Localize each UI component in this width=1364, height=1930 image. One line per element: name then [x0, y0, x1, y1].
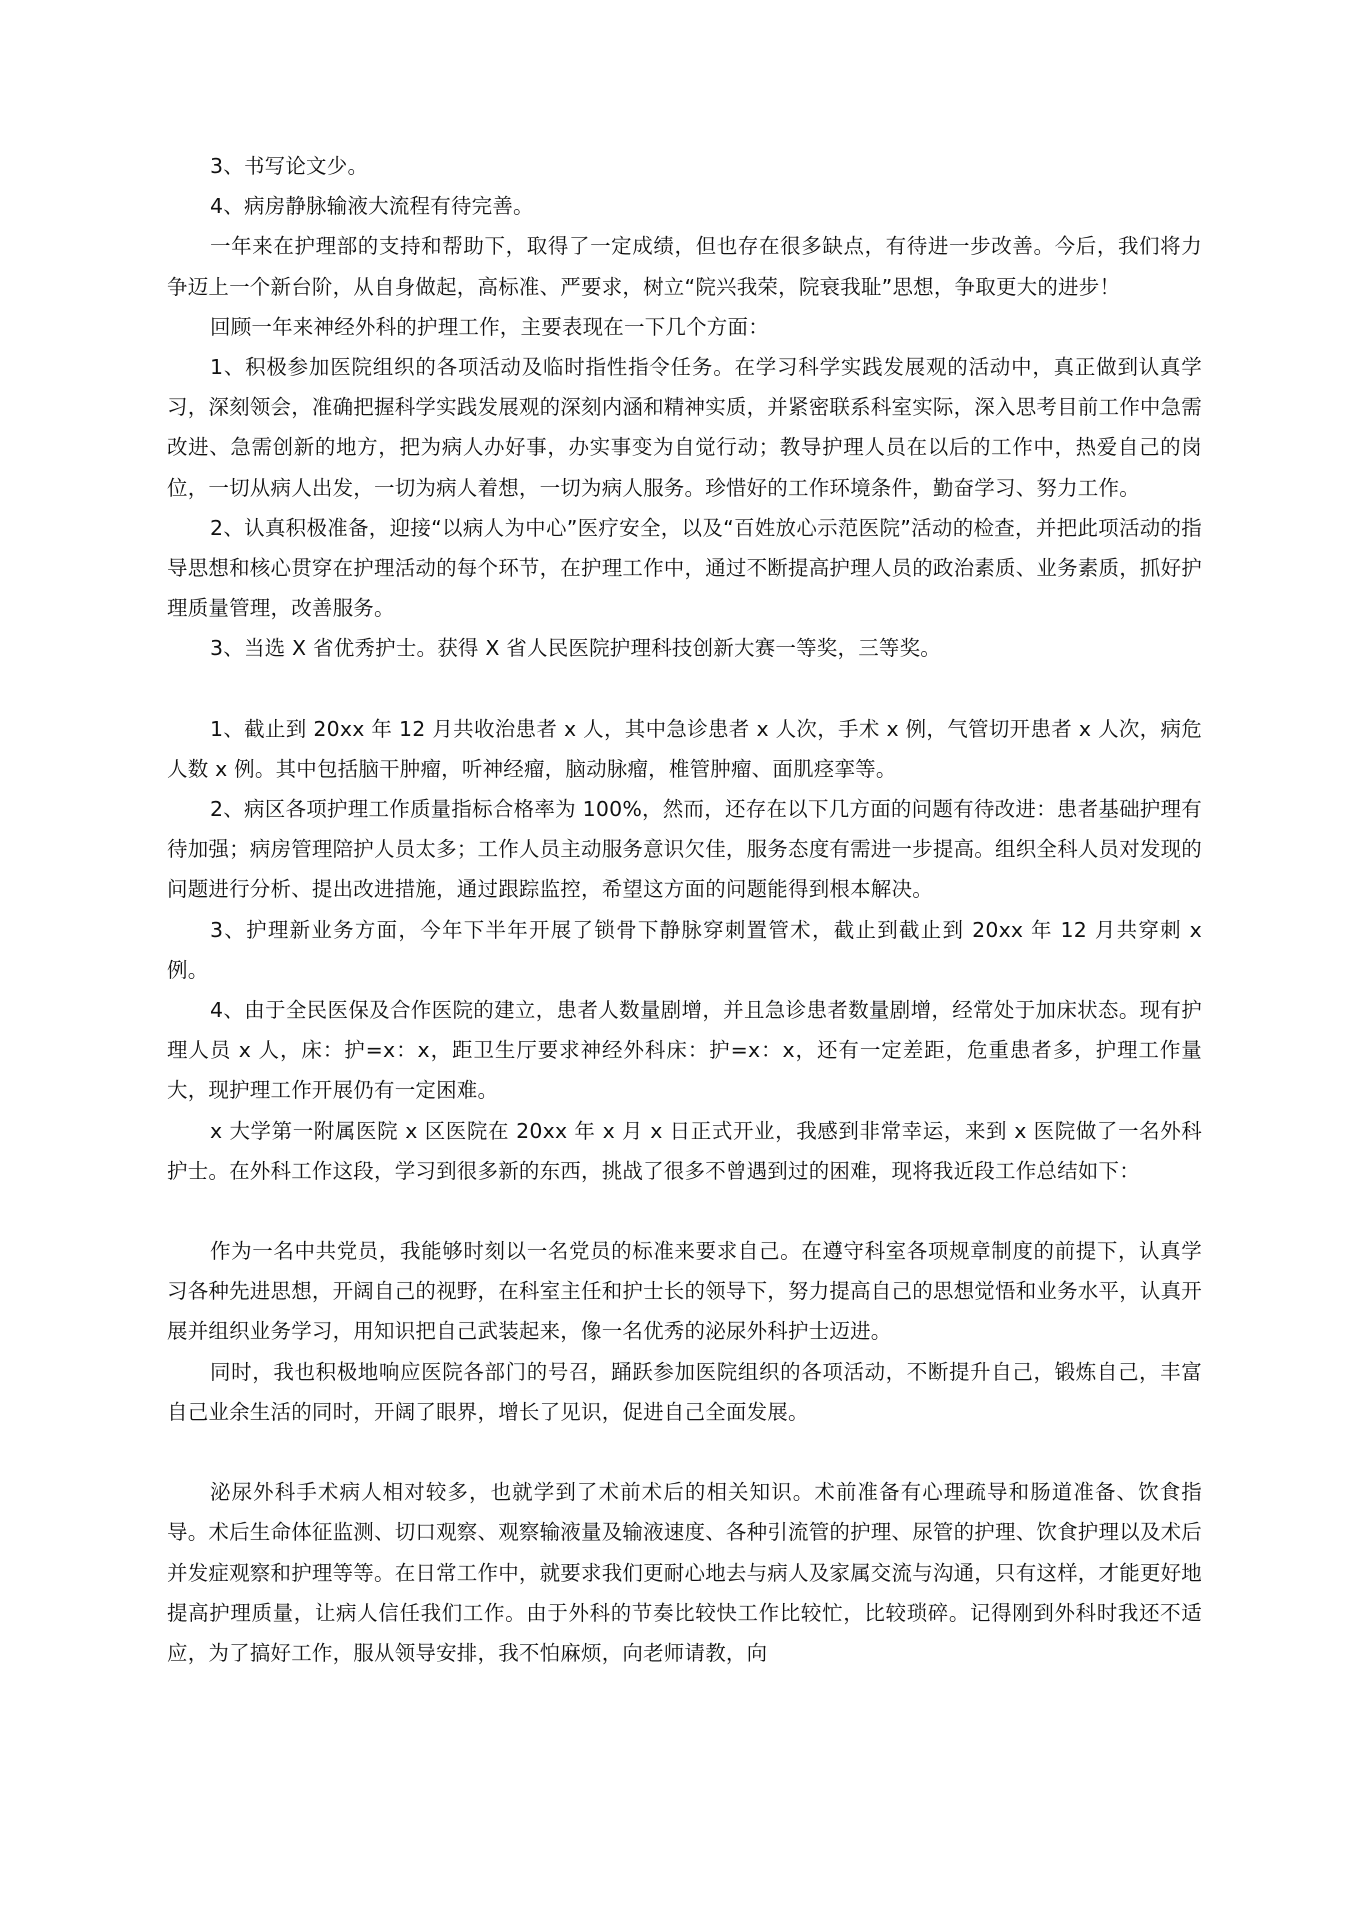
paragraph-gap: [167, 669, 1202, 709]
paragraph-weakness-4: 4、病房静脉输液大流程有待完善。: [210, 194, 534, 219]
paragraph-weakness-3: 3、书写论文少。: [210, 154, 369, 178]
paragraph-stats-3: 3、护理新业务方面，今年下半年开展了锁骨下静脉穿刺置管术，截止到截止到 20xx 年 12 月共穿刺 x 例。: [167, 917, 1202, 982]
paragraph-stats-2: 2、病区各项护理工作质量指标合格率为 100%，然而，还存在以下几方面的问题有待改进：患者基础护理有待加强；病房管理陪护人员太多；工作人员主动服务意识欠佳，服务态度有需进一步提高。组织全科人员对发现的问题进行分析、提出改进措施，通过跟踪监控，希望这方面的问题能得到根本解决。: [167, 797, 1202, 902]
paragraph-urology: 泌尿外科手术病人相对较多，也就学到了术前术后的相关知识。术前准备有心理疏导和肠道准备、饮食指导。术后生命体征监测、切口观察、观察输液量及输液速度、各种引流管的护理、尿管的护理、饮食护理以及术后并发症观察和护理等等。在日常工作中，就要求我们更耐心地去与病人及家属交流与沟通，只有这样，才能更好地提高护理质量，让病人信任我们工作。由于外科的节奏比较快工作比较忙，比较琐碎。记得刚到外科时我还不适应，为了搞好工作，服从领导安排，我不怕麻烦，向老师请教，向: [167, 1480, 1202, 1665]
paragraph-review-3: 3、当选 X 省优秀护士。获得 X 省人民医院护理科技创新大赛一等奖，三等奖。: [210, 636, 941, 661]
paragraph-review-2: 2、认真积极准备，迎接“以病人为中心”医疗安全，以及“百姓放心示范医院”活动的检查，并把此项活动的指导思想和核心贯穿在护理活动的每个环节，在护理工作中，通过不断提高护理人员的政治素质、业务素质，抓好护理质量管理，改善服务。: [167, 515, 1202, 621]
paragraph-gap: [167, 1191, 1202, 1231]
paragraph-hospital-intro: x 大学第一附属医院 x 区医院在 20xx 年 x 月 x 日正式开业，我感到非常幸运，来到 x 医院做了一名外科护士。在外科工作这段，学习到很多新的东西，挑战了很多不曾遇到过的困难，现将我近段工作总结如下：: [167, 1118, 1202, 1183]
paragraph-party-member: 作为一名中共党员，我能够时刻以一名党员的标准来要求自己。在遵守科室各项规章制度的前提下，认真学习各种先进思想，开阔自己的视野，在科室主任和护士长的领导下，努力提高自己的思想觉悟和业务水平，认真开展并组织业务学习，用知识把自己武装起来，像一名优秀的泌尿外科护士迈进。: [167, 1239, 1202, 1344]
paragraph-review-intro: 回顾一年来神经外科的护理工作，主要表现在一下几个方面：: [210, 314, 769, 339]
paragraph-activities: 同时，我也积极地响应医院各部门的号召，踊跃参加医院组织的各项活动，不断提升自己，锻炼自己，丰富自己业余生活的同时，开阔了眼界，增长了见识，促进自己全面发展。: [167, 1359, 1202, 1424]
paragraph-stats-4: 4、由于全民医保及合作医院的建立，患者人数量剧增，并且急诊患者数量剧增，经常处于加床状态。现有护理人员 x 人，床：护=x：x，距卫生厅要求神经外科床：护=x：x，还有一定差距，危重患者多，护理工作量大，现护理工作开展仍有一定困难。: [167, 998, 1202, 1103]
paragraph-gap: [167, 1432, 1202, 1472]
document-body: [167, 146, 1202, 1673]
paragraph-stats-1: 1、截止到 20xx 年 12 月共收治患者 x 人，其中急诊患者 x 人次，手术 x 例，气管切开患者 x 人次，病危人数 x 例。其中包括脑干肿瘤，听神经瘤，脑动脉瘤，椎管肿瘤、面肌痉挛等。: [167, 716, 1202, 781]
paragraph-review-1: 1、积极参加医院组织的各项活动及临时指性指令任务。在学习科学实践发展观的活动中，真正做到认真学习，深刻领会，准确把握科学实践发展观的深刻内涵和精神实质，并紧密联系科室实际，深入思考目前工作中急需改进、急需创新的地方，把为病人办好事，办实事变为自觉行动；教导护理人员在以后的工作中，热爱自己的岗位，一切从病人出发，一切为病人着想，一切为病人服务。珍惜好的工作环境条件，勤奋学习、努力工作。: [167, 355, 1202, 500]
paragraph-conclusion: 一年来在护理部的支持和帮助下，取得了一定成绩，但也存在很多缺点，有待进一步改善。今后，我们将力争迈上一个新台阶，从自身做起，高标准、严要求，树立“院兴我荣，院衰我耻”思想，争取更大的进步！: [167, 234, 1202, 299]
